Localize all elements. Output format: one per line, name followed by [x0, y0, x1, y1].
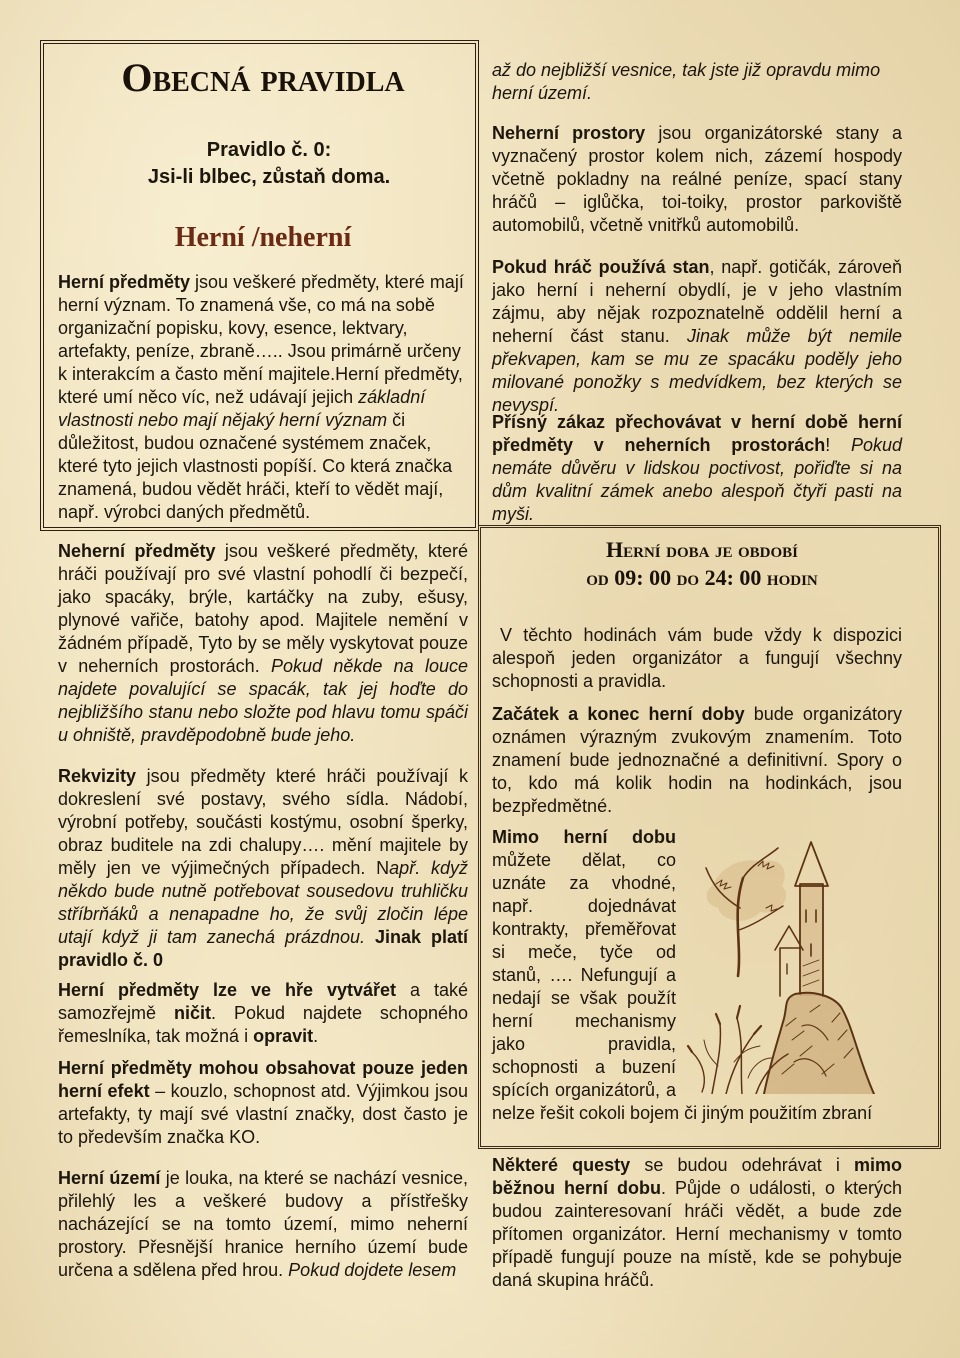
term-tent: Pokud hráč používá stan: [492, 257, 710, 277]
paragraph-game-items: [58, 271, 468, 524]
paragraph-italic-note: Pokud nemáte důvěru v lidskou poctivost, pořiďte si na dům kvalitní zámek anebo alespoň čtyři pasti na myši.: [492, 435, 902, 524]
paragraph-text: se budou odehrávat i: [630, 1155, 854, 1175]
game-time-heading-line1: Herní doba je období: [606, 537, 798, 562]
term-props: Rekvizity: [58, 766, 137, 786]
paragraph-text: . Pokud najdete schopného řemeslníka, tak možná i: [58, 1003, 469, 1046]
paragraph-text: .: [313, 1026, 319, 1046]
paragraph-start-end: [492, 703, 902, 818]
term-repair: opravit: [253, 1026, 314, 1046]
paragraph-game-area: [58, 1167, 468, 1282]
term-crafting: Herní předměty lze ve hře vytvářet: [58, 980, 396, 1000]
paragraph-italic-text: základní vlastnosti nebo mají nějaký herní význam: [58, 387, 426, 430]
paragraph-hours: [492, 624, 902, 693]
paragraph-nongame-spaces: [492, 122, 902, 237]
paragraph-game-area-continued: [492, 59, 902, 105]
paragraph-crafting: [58, 979, 468, 1048]
term-game-area: Herní území: [58, 1168, 161, 1188]
paragraph-text: jsou organizátorské stany a vyznačený prostor kolem nich, zázemí hospody včetně pokladny na reálné peníze, spací stany hráčů – iglůčka, toi-toiky, prostor parkoviště automobilů, včetně vnitřků automobilů.: [492, 123, 902, 235]
page-title: Obecná pravidla: [121, 55, 405, 100]
paragraph-italic-note: až do nejbližší vesnice, tak jste již opravdu mimo herní území.: [492, 60, 881, 103]
paragraph-text: či důležitost, budou označené systémem značek, které tyto jejich vlastnosti popíší. Co která značka znamená, budou vědět hráči, kteří to vědět mají, např. výrobci daných předmětů.: [58, 410, 453, 522]
paragraph-text: a také samozřejmě: [58, 980, 468, 1023]
paragraph-text: V těchto hodinách vám bude vždy k dispozici alespoň jeden organizátor a fungují všechny schopnosti a pravidla.: [492, 625, 902, 691]
castle-on-rock-sketch-icon: [682, 826, 902, 1094]
term-outside-normal-time: mimo běžnou herní dobu: [492, 1155, 902, 1198]
paragraph-single-effect: [58, 1057, 468, 1149]
paragraph-text: jsou veškeré předměty, které hráči používají pro své vlastní pohodlí či bezpečí, jako spacáky, brýle, kartáčky na zuby, ešusy, plynové vařiče, batohy apod. Majitele nemění v žádném případě, Tyto by se měly vyskytovat pouze v neherních prostorách.: [58, 541, 468, 676]
paragraph-props: [58, 765, 468, 972]
rule-text: Jsi-li blbec, zůstaň doma.: [147, 166, 391, 188]
paragraph-text: , např. gotičák, zároveň jako herní i neherní obydlí, je v jeho vlastním zájmu, aby nějak rozpoznatelně oddělil herní a neherní část stanu.: [492, 257, 902, 346]
paragraph-outside-game-time: [492, 826, 902, 1125]
paragraph-text: jsou předměty které hráči používají k dokreslení své postavy, svého sídla. Nádobí, výrobní potřeby, součásti kostýmu, osobní šperky, obraz buditele na zdi chalupy…. mění majitele by měly jen ve výjimečných případech. N: [58, 766, 468, 878]
paragraph-text: . Půjde o události, o kterých budou zainteresovaní hráči vědět, a bude zde přítomen organizátor. Herní mechanismy v tomto případě fungují pouze na místě, kde se pohybuje daná skupina hráčů.: [492, 1178, 902, 1290]
paragraph-storage-ban: [492, 411, 902, 526]
paragraph-tent: [492, 256, 902, 417]
paragraph-italic-note: Pokud někde na louce najdete povalující se spacák, tak jej hoďte do nejbližšího stanu nebo složte pod hlavu tomu spáči u ohniště, pravděpodobně bude jeho.: [58, 656, 468, 745]
term-storage-ban: Přísný zákaz přechovávat v herní době herní předměty v neherních prostorách: [492, 412, 902, 455]
paragraph-text: jsou veškeré předměty, které mají herní význam. To znamená vše, co má na sobě organizační popisku, kovy, esence, lektvary, artefakty, peníze, zbraně….. Jsou primárně určeny k interakcím a často mění majitele.Herní předměty, které umí něco víc, než udávají jejich: [58, 272, 464, 407]
rule-number: Pravidlo č. 0:: [206, 139, 332, 161]
paragraph-nongame-items: [58, 540, 468, 747]
paragraph-italic-note: Pokud dojdete lesem: [288, 1260, 457, 1280]
term-outside-game-time: Mimo herní dobu: [492, 827, 676, 847]
section-heading-game-nongame: Herní /neherní: [174, 222, 352, 253]
paragraph-text: bude organizátory oznámen výrazným zvukovým znamením. Toto znamení bude jednoznačné a definitivní. Spory o to, kdo má kolik hodin na hodinkách, jsou bezpředmětné.: [492, 704, 902, 816]
term-start-end: Začátek a konec herní doby: [492, 704, 745, 724]
paragraph-text: – kouzlo, schopnost atd. Výjimkou jsou artefakty, ty mají své vlastní značky, dost často je to především značka KO.: [58, 1081, 468, 1147]
paragraph-italic-note: Jinak může být nemile překvapen, kam se mu ze spacáku poděly jeho milované ponožky s medvídkem, bez kterých se nevyspí.: [492, 326, 902, 415]
term-destroy: ničit: [173, 1003, 211, 1023]
term-nongame-items: Neherní předměty: [58, 541, 216, 561]
term-single-effect: Herní předměty mohou obsahovat pouze jeden herní efekt: [58, 1058, 468, 1101]
term-quests: Některé questy: [492, 1155, 631, 1175]
paragraph-text: můžete dělat, co uznáte za vhodné, např. dojednávat kontrakty, přeměřovat si meče, tyče od stanů, …. Nefungují a nedají se však použít herní mechanismy jako pravidla, schopnosti a buzení spících organizátorů, a nelze řešit cokoli bojem či jiným použitím zbraní: [492, 850, 873, 1123]
paragraph-bold-note: Jinak platí pravidlo č. 0: [58, 927, 468, 970]
paragraph-text: je louka, na které se nachází vesnice, přilehlý les a veškeré budovy a přístřešky nacházející se na tomto území, mimo neherní prostory. Přesnější hranice herního území bude určena a sdělena před hrou.: [58, 1168, 468, 1280]
paragraph-text: !: [825, 435, 851, 455]
paragraph-italic-note: apř. když někdo bude nutně potřebovat sousedovu truhličku stříbrňáků a nenapadne ho, že svůj zločin lépe utají když ji tam zanechá prázdnou.: [58, 858, 469, 947]
term-game-items: Herní předměty: [58, 272, 191, 292]
game-time-heading-line2: od 09: 00 do 24: 00 hodin: [586, 565, 818, 590]
term-nongame-spaces: Neherní prostory: [492, 123, 646, 143]
paragraph-quests: [492, 1154, 902, 1292]
